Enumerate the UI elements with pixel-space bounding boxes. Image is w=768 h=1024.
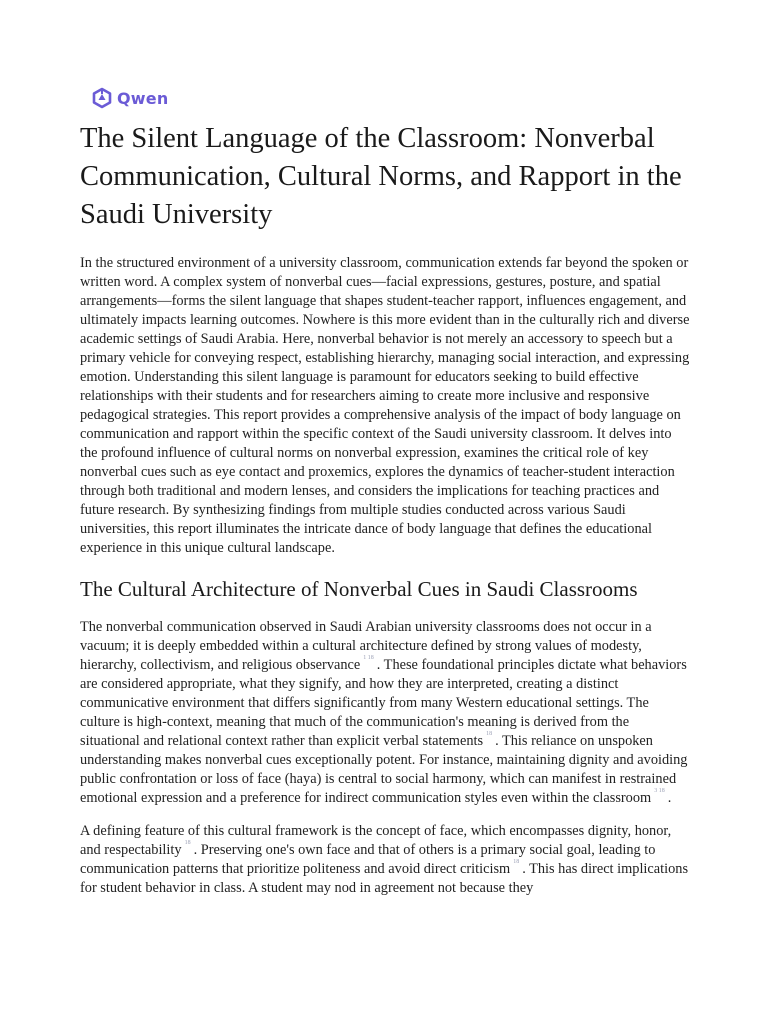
paragraph-text: . This reliance on unspoken understanding makes nonverbal cues exceptionally potent. For instance, maintaining dignity and avoiding public confrontation or loss of face (haya) is central to social harmony, which can manifest in restrained emotional expression and a preference for indirect communication styles even within the classroom (80, 733, 688, 806)
citation-marker[interactable]: 1 18 (363, 655, 374, 661)
section-heading: The Cultural Architecture of Nonverbal Cues in Saudi Classrooms (80, 577, 638, 601)
intro-paragraph: In the structured environment of a university classroom, communication extends far beyond the spoken or written word. A complex system of nonverbal cues—facial expressions, gestures, posture, and spatial arrangements—forms the silent language that shapes student-teacher rapport, influences engagement, and ultimately impacts learning outcomes. Nowhere is this more evident than in the culturally rich and diverse academic settings of Saudi Arabia. Here, nonverbal behavior is not merely an accessory to speech but a primary vehicle for conveying respect, establishing hierarchy, managing social interaction, and expressing emotion. Understanding this silent language is paramount for educators seeking to build effective relationships with their students and for researchers aiming to create more inclusive and responsive pedagogical strategies. This report provides a comprehensive analysis of the impact of body language on communication and rapport within the specific context of the Saudi university classroom. It delves into the profound influence of cultural norms on nonverbal expression, examines the critical role of key nonverbal cues such as eye contact and proxemics, explores the dynamics of teacher-student interaction through both traditional and modern lenses, and considers the implications for teaching practices and future research. By synthesizing findings from multiple studies conducted across various Saudi universities, this report illuminates the intricate dance of body language that defines the educational experience in this unique cultural landscape. (80, 255, 690, 556)
document-page (80, 84, 690, 898)
paragraph-text: . Preserving one's own face and that of others is a primary social goal, leading to communication patterns that prioritize politeness and avoid direct criticism (80, 842, 656, 877)
body-paragraph (80, 822, 690, 898)
paragraph-text: A defining feature of this cultural framework is the concept of face, which encompasses dignity, honor, and respectability (80, 823, 672, 858)
paragraph-text: . These foundational principles dictate what behaviors are considered appropriate, what they signify, and how they are interpreted, creating a distinct communicative environment that differs significantly from many Western educational settings. The culture is high-context, meaning that much of the communication's meaning is derived from the situational and relational context rather than explicit verbal statements (80, 657, 687, 749)
qwen-logo-icon (90, 86, 114, 110)
citation-marker[interactable]: 18 (184, 840, 191, 846)
brand-name: Qwen (117, 88, 169, 108)
paragraph-text: . This has direct implications for student behavior in class. A student may nod in agreement not because they (80, 861, 689, 896)
document-title: The Silent Language of the Classroom: Nonverbal Communication, Cultural Norms, and Rapport in the Saudi University (80, 123, 682, 230)
paragraph-text: The nonverbal communication observed in Saudi Arabian university classrooms does not occur in a vacuum; it is deeply embedded within a cultural architecture defined by strong values of modesty, hierarchy, collectivism, and religious observance (80, 619, 652, 673)
body-paragraph (80, 618, 690, 808)
citation-marker[interactable]: 18 (486, 731, 493, 737)
citation-marker[interactable]: 18 (513, 859, 520, 865)
brand-logo (90, 84, 690, 112)
citation-marker[interactable]: 3 18 (654, 788, 665, 794)
paragraph-text: . (667, 790, 672, 806)
